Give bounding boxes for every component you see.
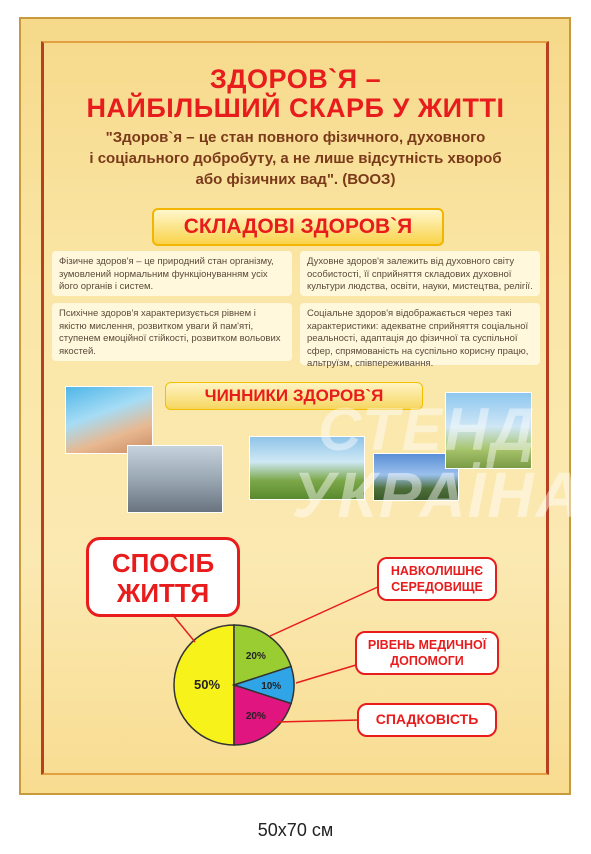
factor-medical-care bbox=[355, 631, 499, 675]
lifestyle-line2: ЖИТТЯ bbox=[116, 578, 210, 608]
poster-title-line2: НАЙБІЛЬШИЙ СКАРБ У ЖИТТІ bbox=[86, 93, 505, 123]
factor-heredity bbox=[357, 703, 497, 737]
who-quote-line3: або фізичних вад". (ВООЗ) bbox=[195, 171, 396, 188]
connector-environment bbox=[270, 586, 380, 636]
pie-label-3: 20% bbox=[245, 711, 266, 723]
who-quote-line2: і соціального добробуту, а не лише відсутність хвороб bbox=[89, 150, 502, 167]
lifestyle-line1: СПОСІБ bbox=[111, 548, 215, 578]
connector-lifestyle bbox=[172, 614, 195, 642]
connector-heredity bbox=[276, 720, 360, 722]
pie-label-2: 10% bbox=[261, 681, 282, 692]
factor-environment bbox=[377, 557, 497, 601]
pie-label-1: 20% bbox=[245, 650, 266, 662]
pie-label-0: 50% bbox=[193, 677, 221, 692]
watermark-line2: УКРАЇНА bbox=[292, 459, 584, 531]
connector-medical bbox=[296, 665, 356, 683]
component-social-text: Соціальне здоров'я відображається через такі характеристики: адекватне сприйняття соціальної реальності, адаптація до фізичної та суспільної сфер, спрямованість на суспільно корисну працю, альтруїзм, співпереживання. bbox=[307, 308, 529, 369]
component-physical-text: Фізичне здоров'я – це природний стан організму, зумовлений нормальним функціонуванням усіх його органів і систем. bbox=[59, 256, 274, 292]
component-mental-text: Психічне здоров'я характеризується рівнем і якістю мислення, розвитком уваги й пам'яті, ступенем емоційної стійкості, розвитком вольових якостей. bbox=[59, 308, 281, 357]
factor-environment-line2: СЕРЕДОВИЩЕ bbox=[391, 580, 483, 594]
factor-heredity-line1: СПАДКОВІСТЬ bbox=[375, 711, 479, 727]
component-spiritual-text: Духовне здоров'я залежить від духовного світу особистості, її сприйняття складових духовної культури людства, освіти, науки, мистецтва, релігії. bbox=[307, 256, 533, 292]
factor-medical-line2: ДОПОМОГИ bbox=[390, 654, 464, 668]
watermark-line1: СТЕНД bbox=[318, 396, 538, 463]
factor-medical-line1: РІВЕНЬ МЕДИЧНОЇ bbox=[367, 638, 487, 652]
poster-title-line1: ЗДОРОВ`Я – bbox=[209, 64, 382, 94]
poster-size-label: 50x70 см bbox=[257, 820, 334, 840]
section-heading-factors-text: ЧИННИКИ ЗДОРОВ`Я bbox=[204, 386, 384, 405]
section-heading-components-text: СКЛАДОВІ ЗДОРОВ`Я bbox=[183, 215, 413, 238]
factor-environment-line1: НАВКОЛИШНЄ bbox=[390, 564, 484, 578]
who-quote-line1: "Здоров`я – це стан повного фізичного, духовного bbox=[105, 129, 486, 146]
